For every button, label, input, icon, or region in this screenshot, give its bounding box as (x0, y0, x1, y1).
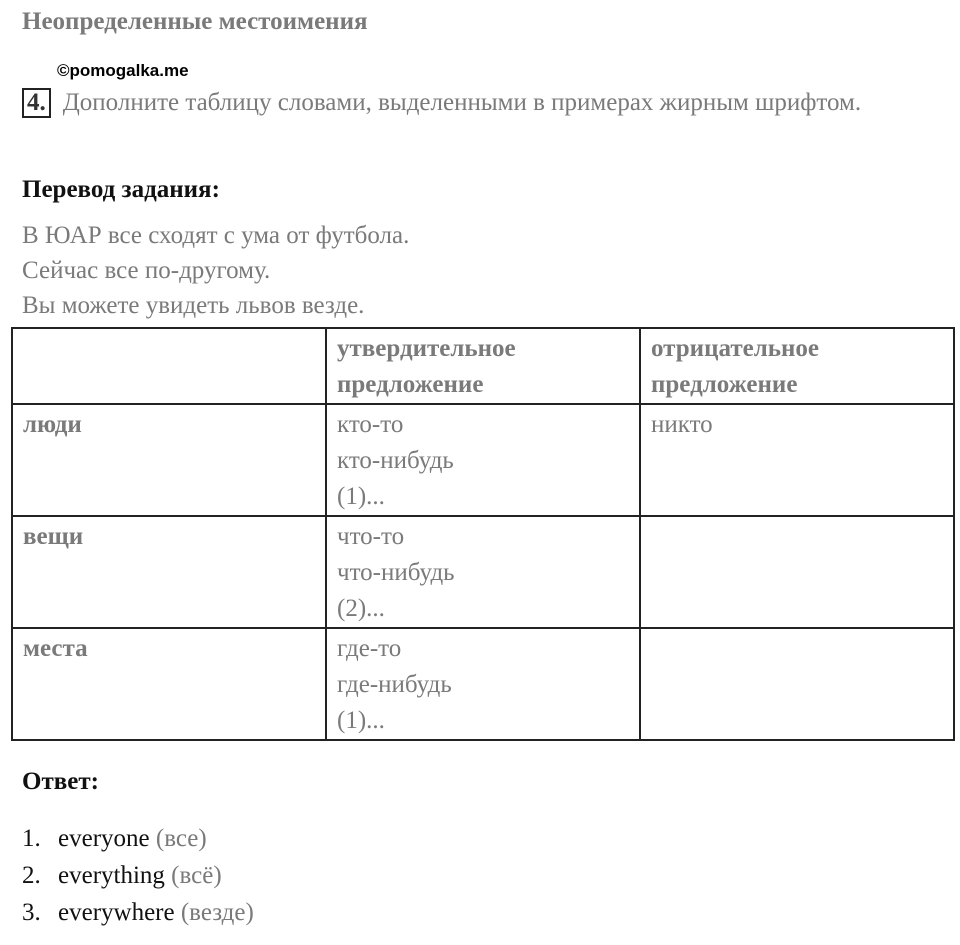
task-number: 4. (22, 88, 51, 118)
affirmative-item: где-то (337, 635, 402, 662)
affirmative-cell (326, 404, 640, 516)
table-row (12, 628, 954, 740)
list-item (22, 820, 254, 857)
affirmative-cell (326, 628, 640, 740)
translation-line: Вы можете увидеть львов везде. (22, 292, 365, 319)
answer-russian: (все) (155, 825, 207, 852)
task-text: Дополните таблицу словами, выделенными в примерах жирным шрифтом. (62, 89, 862, 116)
header-cell-negative: отрицательное предложение (640, 328, 954, 404)
negative-cell: никто (640, 404, 954, 516)
negative-cell (640, 628, 954, 740)
answer-russian: (всё) (171, 862, 222, 889)
answer-heading: Ответ: (22, 768, 99, 795)
header-cell-affirmative: утвердительное предложение (326, 328, 640, 404)
list-item (22, 894, 254, 931)
watermark: ©pomogalka.me (57, 61, 189, 80)
pronoun-table (11, 327, 955, 741)
answer-english: everywhere (58, 899, 175, 926)
affirmative-item: где-нибудь (337, 671, 452, 698)
affirmative-item: (2)... (337, 595, 385, 622)
row-label: люди (12, 404, 326, 516)
list-item (22, 857, 254, 894)
translation-line: В ЮАР все сходят с ума от футбола. (22, 222, 410, 249)
item-number: 2. (22, 862, 41, 889)
answer-english: everyone (58, 825, 150, 852)
translation-line: Сейчас все по-другому. (22, 257, 271, 284)
row-label: места (12, 628, 326, 740)
table-row (12, 516, 954, 628)
item-number: 1. (22, 825, 41, 852)
affirmative-cell (326, 516, 640, 628)
affirmative-item: (1)... (337, 483, 385, 510)
table-header-row (12, 328, 954, 404)
table-row (12, 404, 954, 516)
negative-cell (640, 516, 954, 628)
affirmative-item: что-нибудь (337, 559, 455, 586)
answer-english: everything (58, 862, 165, 889)
task-statement (22, 84, 902, 121)
item-number: 3. (22, 899, 41, 926)
answer-russian: (везде) (180, 899, 254, 926)
translation-heading: Перевод задания: (22, 176, 220, 203)
affirmative-item: кто-то (337, 411, 404, 438)
page-title: Неопределенные местоимения (22, 8, 368, 35)
row-label: вещи (12, 516, 326, 628)
answer-list (22, 820, 254, 931)
header-cell-empty (12, 328, 326, 404)
affirmative-item: (1)... (337, 707, 385, 734)
affirmative-item: кто-нибудь (337, 447, 454, 474)
affirmative-item: что-то (337, 523, 405, 550)
